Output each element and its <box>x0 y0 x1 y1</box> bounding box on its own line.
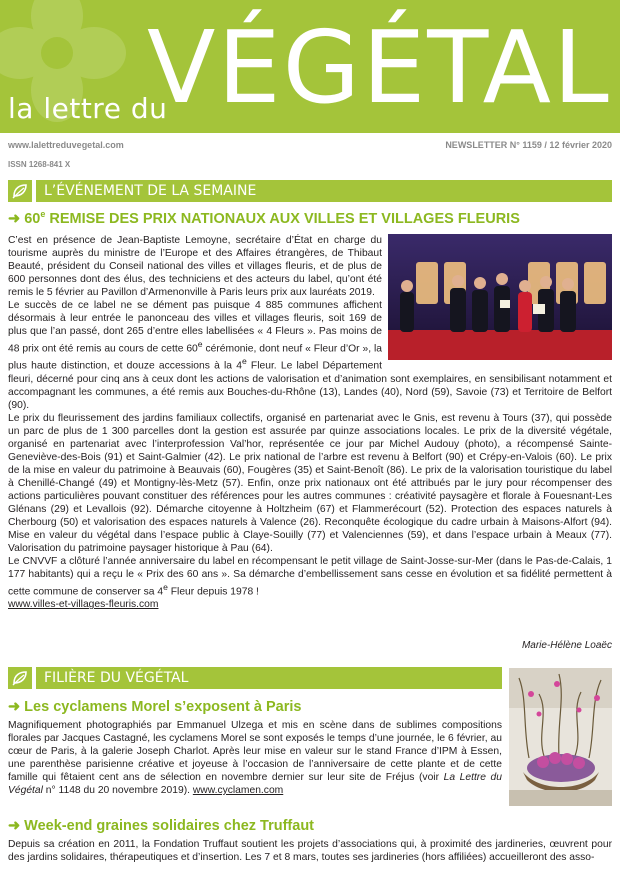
paragraph-4a: Le CNVVF a clôturé l’année anniversaire du label en récompensant le petit village de Saint-Josse-sur-Mer (dans le Pas-de-Calais, 1 177 habitants) qui a reçu le « Prix des 60 ans ». Sa démarche d’embellissement sans cesse en évolution et sa fidélité permettent à cette commune de conserver sa 4 <box>8 555 612 598</box>
section-bar-event <box>8 180 612 202</box>
meta-row <box>8 140 612 154</box>
paragraph-2c: Fleur. Le label Département fleuri, décerné pour cinq ans à ceux dont les actions de valorisation et d’animation sont exemplaires, en sensibilisant notamment et accompagnant les communes, a été remis aux Bouches-du-Rhône (13), Landes (40), Nord (59), Savoie (73) et Territoire de Belfort (90). <box>8 360 612 411</box>
arrow-icon: ➜ <box>8 699 21 715</box>
paragraph-cyclamens-ref: La Lettre du Végétal <box>8 772 502 796</box>
masthead-title: VÉGÉTAL <box>147 9 611 126</box>
paragraph-cyclamens-b: n° 1148 du 20 novembre 2019). <box>42 785 193 796</box>
headline-number: 60 <box>24 210 41 227</box>
masthead <box>0 0 620 133</box>
article-body-cyclamens <box>8 719 502 797</box>
section-title: L’ÉVÉNEMENT DE LA SEMAINE <box>36 180 612 202</box>
section-bar-filiere <box>8 667 502 689</box>
article-body-truffaut <box>8 838 612 864</box>
headline-sup: e <box>40 209 46 219</box>
sup-2: e <box>241 356 247 367</box>
issn: ISSN 1268-841 X <box>8 160 71 169</box>
headline-text: Week-end graines solidaires chez Truffaut <box>20 818 315 834</box>
website-link[interactable]: www.lalettreduvegetal.com <box>8 140 124 150</box>
paragraph-2b: cérémonie, dont neuf « Fleur d’Or », la plus haute distinction, et douze accessions à la 4 <box>8 343 382 372</box>
paragraph-cyclamens-a: Magnifiquement photographiés par Emmanuel Ulzega et mis en scène dans de sublimes compositions florales par Jacques Castagné, les cyclamens Morel se sont exposés le temps d’une journée, le 6 février, au cœur de Paris, à la galerie Joseph Charlot. Après leur mise en valeur sur le stand France d’IPM à Essen, une parenthèse parisienne créative et joyeuse à l’occasion de l’anniversaire de cette plante et de cette famille qui fêtaient cent ans de sélection en novembre dernier sur leur site de Fréjus (voir <box>8 720 502 783</box>
article-headline <box>8 209 520 227</box>
article-headline-cyclamens <box>8 699 301 715</box>
sup-3: e <box>163 581 168 592</box>
cyclamen-photo <box>509 668 612 806</box>
cyclamen-link[interactable]: www.cyclamen.com <box>192 785 284 796</box>
section-title: FILIÈRE DU VÉGÉTAL <box>36 667 502 689</box>
villes-fleuris-link[interactable]: www.villes-et-villages-fleuris.com <box>8 599 159 611</box>
paragraph-2a: Le succès de ce label ne se dément pas puisque 4 885 communes affichent désormais à leur entrée le panonceau des villes et villages fleuris, soit 169 de plus que l’an passé, dont 265 d’entre elles labellisées « 4 Fleurs ». Pas moins de 48 prix ont été remis au cours de cette 60 <box>8 300 382 355</box>
section-leaf-icon <box>8 180 32 202</box>
article-headline-truffaut <box>8 818 314 834</box>
headline-text: REMISE DES PRIX NATIONAUX AUX VILLES ET VILLAGES FLEURIS <box>45 210 520 227</box>
paragraph-3: Le prix du fleurissement des jardins familiaux collectifs, organisé en partenariat avec le Gnis, est revenu à Tours (37), qui possède un parc de plus de 1 300 parcelles dont la gestion est assurée par quinze associations locales. Le prix de la diversité végétale, organisé en partenariat avec l’interprofession Val’hor, représentée ce jour par Michel Audouy (photo), a récompensé Sainte-Geneviève-des-Bois (91) et Saint-Galmier (42). Le prix national de l’arbre est revenu à Belfort (90) et Crépy-en-Valois (60). Le prix de la mise en valeur du patrimoine à Beauvais (60), Fougères (35) et Saint-Benoît (86). Le prix de la valorisation touristique du label à Chenillé-Changé (49) et Montigny-lès-Metz (57). Enfin, onze prix nationaux ont été attribués par le jury pour récompenser des actions particulières pouvant constituer des références pour les autres communes : créativité paysagère et florale à Fouesnant-Les Glénans (29) et Levallois (92). Démarche citoyenne à Holtzheim (67) et Flammerécourt (52). Protection des espaces naturels à Cherbourg (50) et valorisation des espaces naturels à Valence (26). Reconquête écologique du cadre urbain à Maisons-Alfort (94). Mise en valeur du végétal dans l’espace public à Claye-Souilly (77) et Valenciennes (59), et dans l’espace urbain à Meaux (77). Valorisation du patrimoine paysager historique à Pau (64). <box>8 412 612 554</box>
headline-text: Les cyclamens Morel s’exposent à Paris <box>20 699 302 715</box>
paragraph-1: C’est en présence de Jean-Baptiste Lemoyne, secrétaire d’État en charge du tourisme auprès du ministre de l’Europe et des Affaires étrangères, de Thibaut Beauté, président du Conseil national des villes et villages fleuris, et de plus de 600 personnes dont des élus, des techniciens et des acteurs du label, qu’ont été remis le 5 février au Pavillon d’Armenonville à Paris leurs prix aux lauréats 2019. <box>8 235 382 298</box>
sup-1: e <box>197 339 203 349</box>
issue-number: NEWSLETTER N° 1159 / 12 février 2020 <box>445 140 612 150</box>
arrow-icon: ➜ <box>8 210 21 227</box>
ceremony-photo <box>388 234 612 360</box>
article-author: Marie-Hélène Loaëc <box>521 640 612 651</box>
arrow-icon: ➜ <box>8 818 21 834</box>
paragraph-4b: Fleur depuis 1978 ! <box>167 586 259 598</box>
paragraph-truffaut: Depuis sa création en 2011, la Fondation Truffaut soutient les projets d’associations qui, à proximité des jardineries, œuvrent pour des jardins solidaires, thérapeutiques et d’insertion. Les 7 et 8 mars, toutes ses jardineries (hors affiliées) accueilleront des asso- <box>8 839 612 863</box>
masthead-subtitle: la lettre du <box>8 92 168 125</box>
section-leaf-icon <box>8 667 32 689</box>
article-body <box>8 234 612 611</box>
